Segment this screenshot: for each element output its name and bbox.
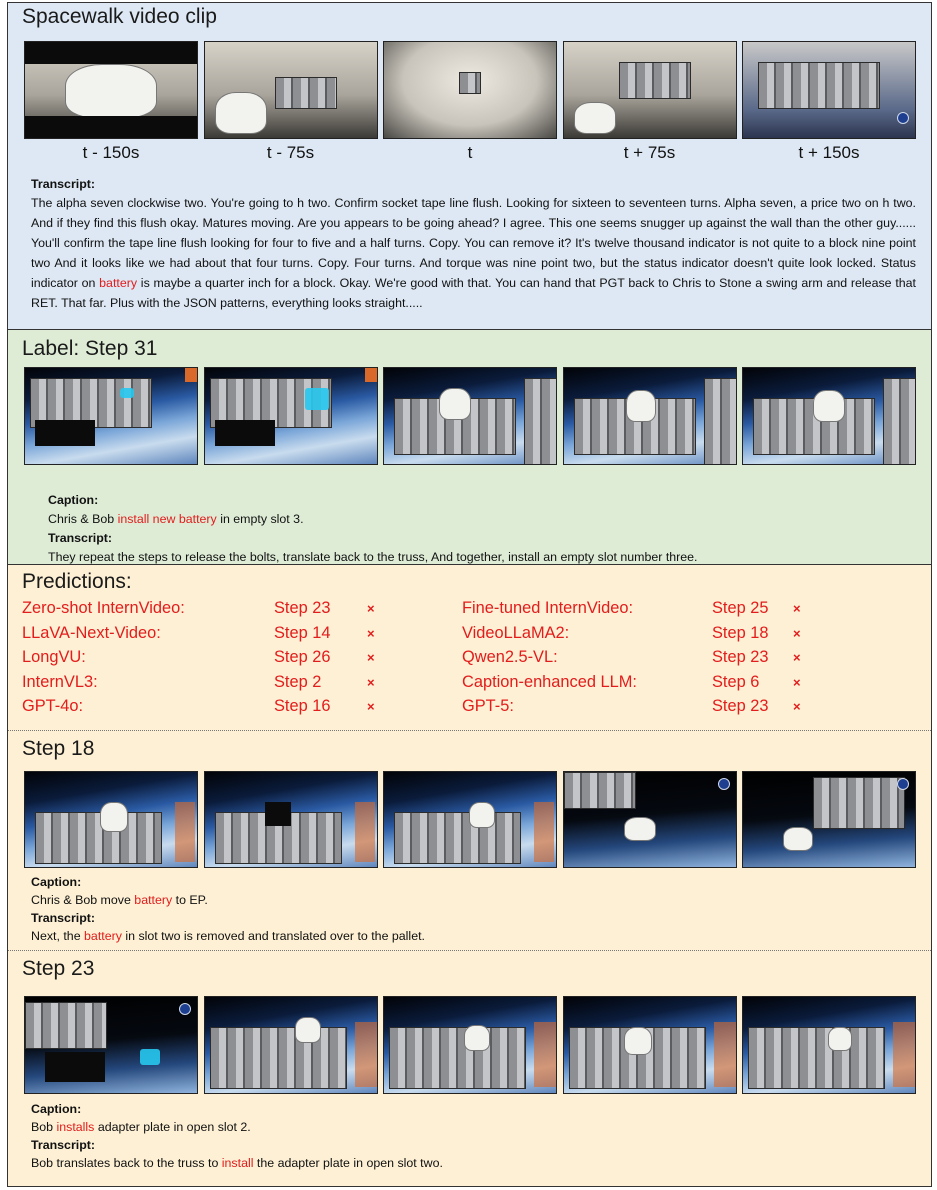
step23-caption-heading: Caption: xyxy=(31,1102,82,1116)
step23-frame-3 xyxy=(383,996,557,1094)
label-panel-title: Label: Step 31 xyxy=(22,337,158,360)
time-label: t xyxy=(467,143,473,162)
wrong-mark-icon: × xyxy=(367,625,375,641)
video-thumbnails xyxy=(24,41,916,139)
step18-frame-5 xyxy=(742,771,916,868)
step18-caption-heading: Caption: xyxy=(31,875,82,889)
wrong-mark-icon: × xyxy=(793,699,801,714)
video-frame-3 xyxy=(383,41,557,139)
video-panel-title: Spacewalk video clip xyxy=(22,5,217,28)
step23-title: Step 23 xyxy=(22,957,95,980)
step23-frame-5 xyxy=(742,996,916,1094)
wrong-mark-icon: × xyxy=(367,650,375,665)
label-thumbnails xyxy=(24,367,916,465)
divider xyxy=(8,950,931,951)
label-panel xyxy=(8,330,931,565)
highlight-battery: battery xyxy=(99,276,138,290)
label-caption: Chris & Bob install new battery in empty slot 3. xyxy=(48,512,304,526)
time-label: t - 150s xyxy=(82,143,140,162)
video-frame-5 xyxy=(742,41,916,139)
step18-transcript-heading: Transcript: xyxy=(31,911,96,925)
wrong-mark-icon: × xyxy=(367,601,375,616)
label-frame-4 xyxy=(563,367,737,465)
label-frame-2 xyxy=(204,367,378,465)
prediction-row: Zero-shot InternVideo: Step 23 × Fine-tuned InternVideo: Step 25 × xyxy=(22,599,801,617)
time-label: t - 75s xyxy=(266,143,315,162)
prediction-row: LongVU: Step 26 × Qwen2.5-VL: Step 23 × xyxy=(22,648,801,666)
label-frame-5 xyxy=(742,367,916,465)
wrong-mark-icon: × xyxy=(367,674,375,690)
step23-frame-4 xyxy=(563,996,737,1094)
label-transcript-heading: Transcript: xyxy=(48,531,113,545)
label-frame-3 xyxy=(383,367,557,465)
step18-thumbnails xyxy=(24,771,916,868)
step18-title: Step 18 xyxy=(22,737,95,760)
video-transcript: The alpha seven clockwise two. You're going to h two. Confirm socket tape line flush. Looking for sixteen to seventeen turns. Alpha seven, a price two on h two. And if they find this flush okay. Matures moving. Are you appears to be going ahead? I agree. This one seems snugger up against the wall than the other guy...... You'll confirm the tape line flush looking for four to five and a half turns. Copy. You can remove it? It's twelve thousand indicator is not quite to a block nine point two And it looks like we had about that four turns. Copy. Four turns. And torque was nine point two, but the status indicator doesn't quite look locked. Status indicator on battery is maybe a quarter inch for a block. Okay. We're good with that. You can hand that PGT back to Chris to Stone a swing arm and release that RET. That far. Plus with the JSON patterns, everything looks straight..... xyxy=(31,196,916,310)
step18-transcript: Next, the battery in slot two is removed and translated over to the pallet. xyxy=(31,929,425,943)
time-label: t + 75s xyxy=(623,143,676,162)
video-transcript-heading: Transcript: xyxy=(31,177,96,191)
label-transcript: They repeat the steps to release the bolts, translate back to the truss, And together, install an empty slot number three. xyxy=(48,550,698,564)
step18-frame-4 xyxy=(563,771,737,868)
video-clip-panel xyxy=(8,3,931,330)
wrong-mark-icon: × xyxy=(367,699,375,714)
time-label: t + 150s xyxy=(798,143,860,162)
step18-frame-1 xyxy=(24,771,198,868)
video-frame-2 xyxy=(204,41,378,139)
prediction-row: LLaVA-Next-Video: Step 14 × VideoLLaMA2: Step 18 × xyxy=(22,623,801,642)
step23-transcript: Bob translates back to the truss to install the adapter plate in open slot two. xyxy=(31,1156,443,1170)
video-frame-1 xyxy=(24,41,198,139)
label-caption-heading: Caption: xyxy=(48,493,99,507)
step18-frame-3 xyxy=(383,771,557,868)
step18-frame-2 xyxy=(204,771,378,868)
label-frame-1 xyxy=(24,367,198,465)
step23-frame-1 xyxy=(24,996,198,1094)
video-frame-4 xyxy=(563,41,737,139)
wrong-mark-icon: × xyxy=(793,650,801,665)
wrong-mark-icon: × xyxy=(793,674,801,690)
prediction-row: GPT-4o: Step 16 × GPT-5: Step 23 × xyxy=(22,697,801,715)
step18-caption: Chris & Bob move battery to EP. xyxy=(31,893,208,907)
step23-transcript-heading: Transcript: xyxy=(31,1138,96,1152)
wrong-mark-icon: × xyxy=(793,625,801,641)
divider xyxy=(8,730,931,731)
prediction-row: InternVL3: Step 2 × Caption-enhanced LLM: Step 6 × xyxy=(22,672,801,691)
wrong-mark-icon: × xyxy=(793,601,801,616)
time-labels xyxy=(24,143,916,163)
step23-frame-2 xyxy=(204,996,378,1094)
predictions-table xyxy=(22,599,902,722)
predictions-title: Predictions: xyxy=(22,570,132,593)
predictions-panel xyxy=(8,565,931,1186)
figure-frame xyxy=(7,2,932,1187)
step23-caption: Bob installs adapter plate in open slot 2. xyxy=(31,1120,251,1134)
step23-thumbnails xyxy=(24,996,916,1094)
